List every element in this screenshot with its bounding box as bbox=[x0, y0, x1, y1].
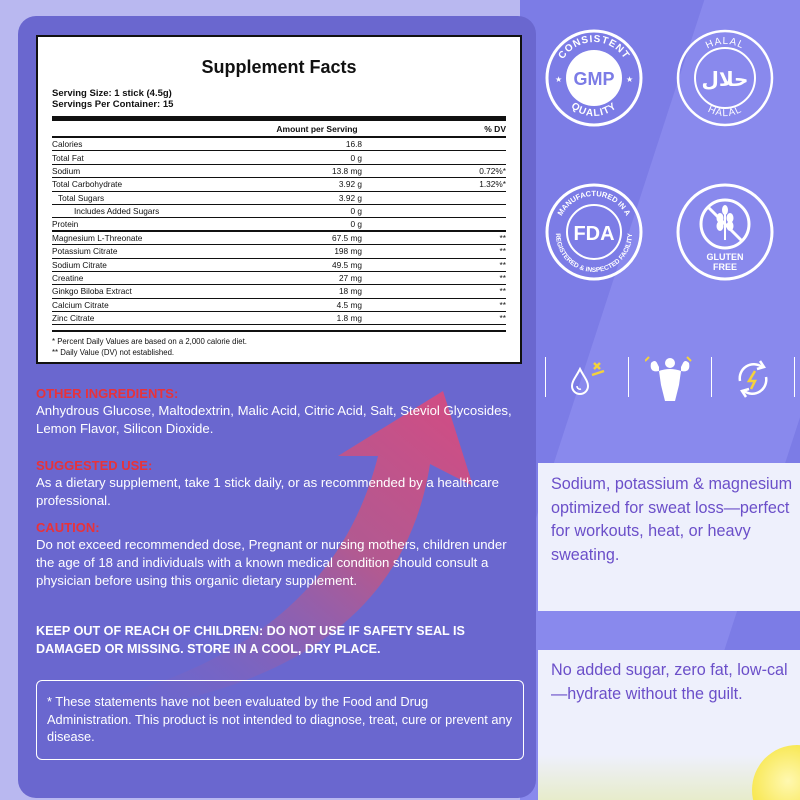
caution-text: Do not exceed recommended dose, Pregnant or nursing mothers, children under the age of 18 and individuals with a known medical condition should consult a physician before using this organic dietary supplement. bbox=[36, 537, 507, 588]
no-sugar-callout: No added sugar, zero fat, low-cal—hydrate without the guilt. bbox=[538, 650, 800, 800]
facts-notes bbox=[52, 330, 506, 358]
svg-text:★: ★ bbox=[555, 75, 563, 84]
gluten-line2: FREE bbox=[712, 262, 738, 272]
gmp-bottom-text: QUALITY bbox=[568, 100, 620, 120]
servings-per-container: Servings Per Container: 15 bbox=[52, 99, 174, 110]
fda-center-text: FDA bbox=[573, 223, 615, 245]
facts-title: Supplement Facts bbox=[201, 57, 357, 77]
recovery-cycle-icon bbox=[712, 350, 794, 405]
table-row: Calcium Citrate 4.5 mg ** bbox=[52, 299, 506, 312]
gmp-center-text: GMP bbox=[573, 69, 615, 89]
table-row: Total Carbohydrate 3.92 g 1.32%* bbox=[52, 178, 506, 191]
col-dv: % DV bbox=[484, 124, 506, 134]
svg-text:HALAL bbox=[704, 36, 746, 51]
table-row: Ginkgo Biloba Extract 18 mg ** bbox=[52, 285, 506, 298]
col-amount: Amount per Serving bbox=[276, 124, 358, 134]
muscle-man-icon bbox=[629, 350, 711, 405]
table-row: Potassium Citrate 198 mg ** bbox=[52, 245, 506, 258]
sweat-drop-icon bbox=[546, 350, 628, 405]
suggested-use-section bbox=[36, 458, 526, 510]
table-row: Total Fat 0 g bbox=[52, 151, 506, 164]
fda-disclaimer: * These statements have not been evaluated by the Food and Drug Administration. This product is not intended to diagnose, treat, cure or prevent any disease. bbox=[36, 680, 524, 760]
dv-note: * Percent Daily Values are based on a 2,000 calorie diet. bbox=[52, 337, 247, 347]
suggested-use-heading: SUGGESTED USE: bbox=[36, 458, 153, 473]
halal-bottom-text: HALAL bbox=[706, 104, 744, 120]
supplement-facts-panel bbox=[36, 35, 522, 364]
table-row: Protein 0 g bbox=[52, 218, 506, 231]
other-ingredients-text: Anhydrous Glucose, Maltodextrin, Malic Acid, Citric Acid, Salt, Steviol Glycosides, Lemon Flavor, Silicon Dioxide. bbox=[36, 403, 512, 436]
table-row: Total Sugars 3.92 g bbox=[52, 192, 506, 205]
table-row: Sodium Citrate 49.5 mg ** bbox=[52, 259, 506, 272]
fda-bottom-text: REGISTERED & INSPECTED FACILITY bbox=[553, 233, 635, 275]
dv-not-established-note: ** Daily Value (DV) not established. bbox=[52, 348, 175, 358]
caution-section bbox=[36, 520, 526, 590]
fda-badge-icon bbox=[544, 182, 644, 282]
gmp-badge-icon bbox=[544, 28, 644, 128]
serving-size: Serving Size: 1 stick (4.5g) bbox=[52, 88, 172, 99]
facts-header-row bbox=[52, 116, 506, 138]
table-row: Sodium 13.8 mg 0.72%* bbox=[52, 165, 506, 178]
halal-top-text: HALAL bbox=[704, 35, 746, 52]
table-row: Calories 16.8 bbox=[52, 138, 506, 151]
caution-heading: CAUTION: bbox=[36, 520, 100, 535]
other-ingredients-heading: OTHER INGREDIENTS: bbox=[36, 386, 179, 401]
halal-arabic-text: حلال bbox=[701, 67, 749, 91]
gmp-top-text: CONSISTENT bbox=[556, 33, 632, 62]
svg-text:★: ★ bbox=[626, 75, 634, 84]
table-row: Zinc Citrate 1.8 mg ** bbox=[52, 312, 506, 325]
table-row: Includes Added Sugars 0 g bbox=[52, 205, 506, 218]
gluten-line1: GLUTEN bbox=[706, 252, 744, 262]
keep-out-warning: KEEP OUT OF REACH OF CHILDREN: DO NOT USE IF SAFETY SEAL IS DAMAGED OR MISSING. STORE IN A COOL, DRY PLACE. bbox=[36, 624, 465, 656]
fda-top-text: MANUFACTURED IN A bbox=[555, 188, 633, 218]
gluten-free-badge-icon bbox=[675, 182, 775, 282]
electrolyte-callout: Sodium, potassium & magnesium optimized for sweat loss—perfect for workouts, heat, or heavy sweating. bbox=[538, 463, 800, 611]
table-row: Creatine 27 mg ** bbox=[52, 272, 506, 285]
table-row: Magnesium L-Threonate 67.5 mg ** bbox=[52, 232, 506, 245]
benefit-icon-row bbox=[545, 350, 795, 405]
halal-badge-icon bbox=[675, 28, 775, 128]
svg-text:HALAL bbox=[706, 104, 744, 119]
suggested-use-text: As a dietary supplement, take 1 stick daily, or as recommended by a healthcare professional. bbox=[36, 475, 500, 508]
other-ingredients-section bbox=[36, 386, 526, 438]
